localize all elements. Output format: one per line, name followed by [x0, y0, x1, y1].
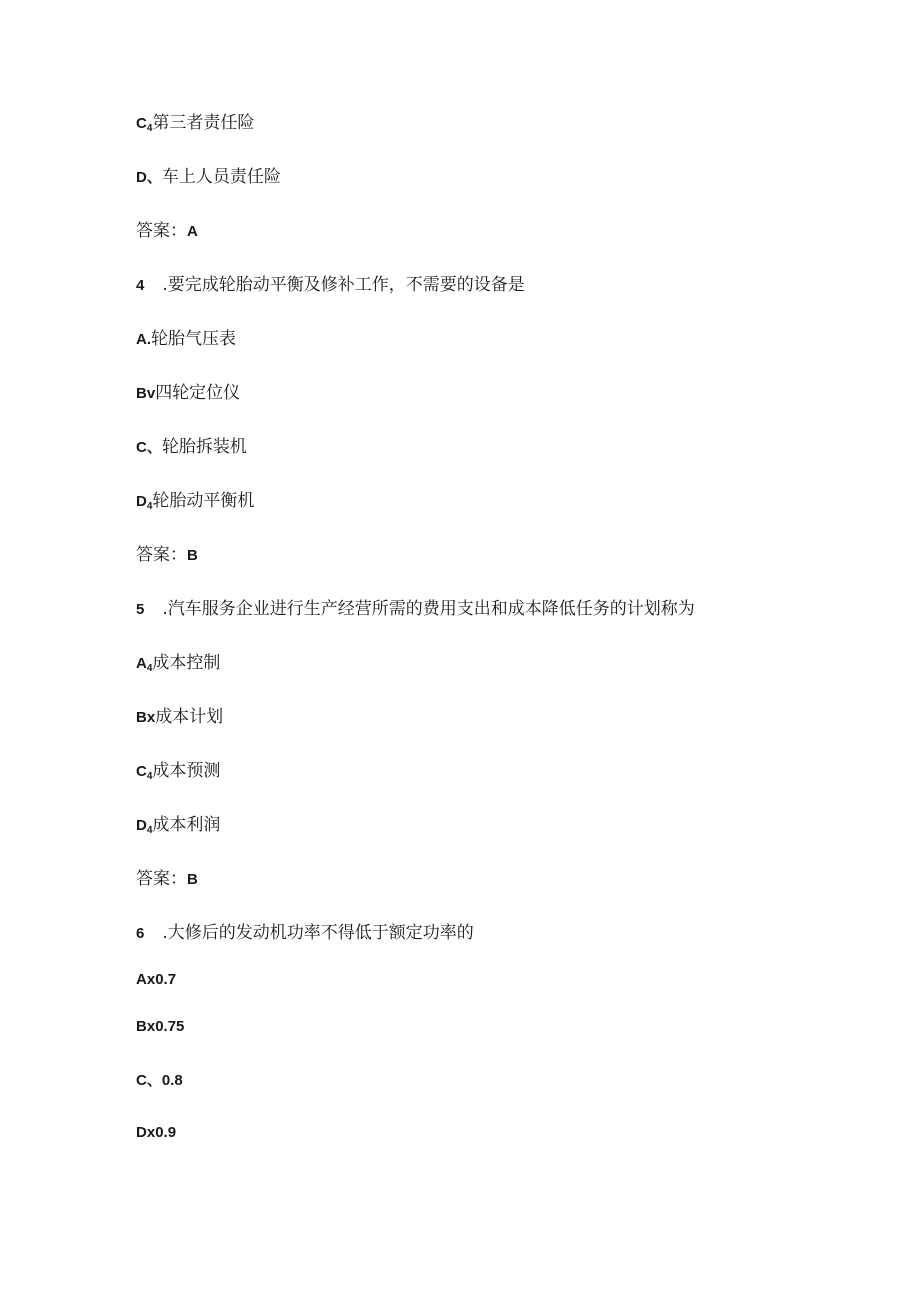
question-number: 6 [136, 925, 145, 942]
option-c [136, 1069, 183, 1092]
option-value: 0.8 [161, 1072, 183, 1089]
option-letter: A [136, 655, 147, 672]
option-value: 0.7 [155, 971, 177, 988]
question-number: 5 [136, 601, 145, 618]
option-letter: C [136, 115, 147, 132]
option-a [136, 652, 220, 677]
option-letter: D、 [136, 169, 162, 186]
question-6 [136, 922, 474, 945]
option-text: 成本计划 [155, 707, 224, 727]
option-text: 车上人员责任险 [161, 167, 281, 187]
option-text: 成本利润 [152, 815, 221, 835]
answer-line [136, 544, 198, 567]
question-text: .要完成轮胎动平衡及修补工作，不需要的设备是 [162, 275, 525, 295]
question-number: 4 [136, 277, 145, 294]
question-text: .汽车服务企业进行生产经营所需的费用支出和成本降低任务的计划称为 [162, 599, 695, 619]
option-letter: Bv [136, 385, 156, 402]
option-subscript: 4 [146, 771, 153, 782]
option-subscript: 4 [146, 825, 153, 836]
question-4 [136, 274, 525, 297]
option-text: 轮胎气压表 [151, 329, 236, 349]
option-b [136, 382, 240, 405]
answer-label: 答案： [136, 545, 187, 565]
answer-label: 答案： [136, 869, 187, 889]
option-value: 0.75 [155, 1018, 185, 1035]
answer-value: A [187, 223, 198, 240]
option-c [136, 112, 254, 137]
option-a [136, 328, 236, 351]
option-subscript: 4 [146, 663, 153, 674]
question-text: .大修后的发动机功率不得低于额定功率的 [162, 923, 474, 943]
option-letter: A. [136, 331, 151, 348]
option-d [136, 1121, 176, 1144]
option-text: 四轮定位仪 [155, 383, 241, 403]
option-c [136, 760, 220, 785]
option-letter: C、 [136, 439, 162, 456]
answer-line [136, 868, 198, 891]
answer-value: B [187, 871, 198, 888]
option-text: 轮胎动平衡机 [152, 491, 255, 511]
option-subscript: 4 [146, 501, 153, 512]
option-d [136, 814, 220, 839]
option-letter: Bx [136, 709, 156, 726]
answer-label: 答案： [136, 221, 187, 241]
option-letter: C [136, 763, 147, 780]
option-text: 第三者责任险 [152, 113, 255, 133]
option-a [136, 968, 176, 991]
option-letter: D [136, 817, 147, 834]
option-value: 0.9 [155, 1124, 177, 1141]
answer-line [136, 220, 198, 243]
option-d [136, 166, 281, 189]
option-letter: Dx [136, 1124, 156, 1141]
question-5 [136, 598, 695, 621]
option-c [136, 436, 247, 459]
option-letter: D [136, 493, 147, 510]
option-text: 成本预测 [152, 761, 221, 781]
option-b [136, 1015, 184, 1038]
option-d [136, 490, 254, 515]
option-text: 轮胎拆装机 [161, 437, 247, 457]
option-letter: Ax [136, 971, 156, 988]
option-subscript: 4 [146, 123, 153, 134]
answer-value: B [187, 547, 198, 564]
option-letter: C、 [136, 1072, 162, 1089]
option-letter: Bx [136, 1018, 156, 1035]
option-text: 成本控制 [152, 653, 221, 673]
option-b [136, 706, 223, 729]
